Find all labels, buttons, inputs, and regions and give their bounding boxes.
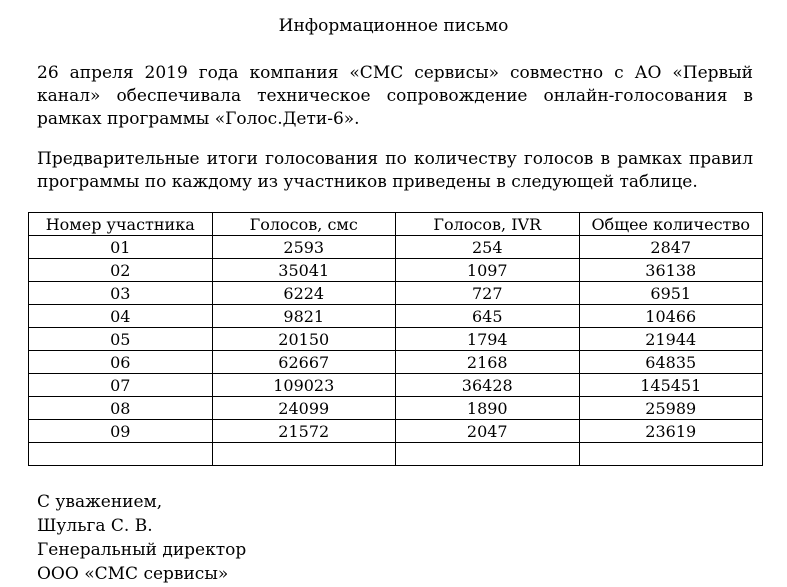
table-row xyxy=(29,305,763,328)
cell-sms: 109023 xyxy=(212,374,396,397)
cell-participant: 07 xyxy=(29,374,213,397)
cell-sms: 21572 xyxy=(212,420,396,443)
signature-closing: С уважением, xyxy=(37,492,163,512)
cell-sms: 62667 xyxy=(212,351,396,374)
cell-participant: 08 xyxy=(29,397,213,420)
cell-total: 64835 xyxy=(579,351,763,374)
cell-ivr: 1794 xyxy=(396,328,580,351)
cell-total: 6951 xyxy=(579,282,763,305)
cell-total: 23619 xyxy=(579,420,763,443)
signature-name: Шульга С. В. xyxy=(37,516,153,536)
table-row xyxy=(29,351,763,374)
cell-total: 36138 xyxy=(579,259,763,282)
voting-results-table xyxy=(28,212,763,466)
cell-ivr: 1097 xyxy=(396,259,580,282)
cell-total: 10466 xyxy=(579,305,763,328)
table-row xyxy=(29,259,763,282)
cell-ivr xyxy=(396,443,580,466)
cell-sms: 20150 xyxy=(212,328,396,351)
table-row-empty xyxy=(29,443,763,466)
cell-sms: 9821 xyxy=(212,305,396,328)
signature-company: ООО «СМС сервисы» xyxy=(37,564,229,584)
letter-title: Информационное письмо xyxy=(278,16,509,36)
header-sms-votes: Голосов, смс xyxy=(212,213,396,236)
header-ivr-votes: Голосов, IVR xyxy=(396,213,580,236)
cell-participant: 09 xyxy=(29,420,213,443)
table-row xyxy=(29,282,763,305)
cell-participant: 06 xyxy=(29,351,213,374)
header-total-votes: Общее количество xyxy=(579,213,763,236)
table-row xyxy=(29,374,763,397)
cell-sms: 35041 xyxy=(212,259,396,282)
cell-ivr: 1890 xyxy=(396,397,580,420)
cell-ivr: 645 xyxy=(396,305,580,328)
cell-total: 25989 xyxy=(579,397,763,420)
cell-participant: 04 xyxy=(29,305,213,328)
cell-participant xyxy=(29,443,213,466)
table-row xyxy=(29,420,763,443)
table-row xyxy=(29,328,763,351)
cell-total: 145451 xyxy=(579,374,763,397)
signature-position: Генеральный директор xyxy=(37,540,247,560)
table-header-row xyxy=(29,213,763,236)
cell-total xyxy=(579,443,763,466)
cell-participant: 01 xyxy=(29,236,213,259)
cell-participant: 05 xyxy=(29,328,213,351)
cell-ivr: 36428 xyxy=(396,374,580,397)
cell-participant: 03 xyxy=(29,282,213,305)
cell-ivr: 727 xyxy=(396,282,580,305)
cell-ivr: 254 xyxy=(396,236,580,259)
cell-sms: 6224 xyxy=(212,282,396,305)
cell-participant: 02 xyxy=(29,259,213,282)
signature-block xyxy=(37,490,246,586)
cell-ivr: 2047 xyxy=(396,420,580,443)
cell-total: 2847 xyxy=(579,236,763,259)
cell-ivr: 2168 xyxy=(396,351,580,374)
results-paragraph: Предварительные итоги голосования по количеству голосов в рамках правил программы по каждому из участников приведены в следующей таблице. xyxy=(37,149,753,192)
intro-paragraph: 26 апреля 2019 года компания «СМС сервисы» совместно с АО «Первый канал» обеспечивала техническое сопровождение онлайн-голосования в рамках программы «Голос.Дети-6». xyxy=(37,63,753,129)
table-row xyxy=(29,236,763,259)
table-row xyxy=(29,397,763,420)
cell-total: 21944 xyxy=(579,328,763,351)
cell-sms: 2593 xyxy=(212,236,396,259)
header-participant-number: Номер участника xyxy=(29,213,213,236)
cell-sms: 24099 xyxy=(212,397,396,420)
cell-sms xyxy=(212,443,396,466)
